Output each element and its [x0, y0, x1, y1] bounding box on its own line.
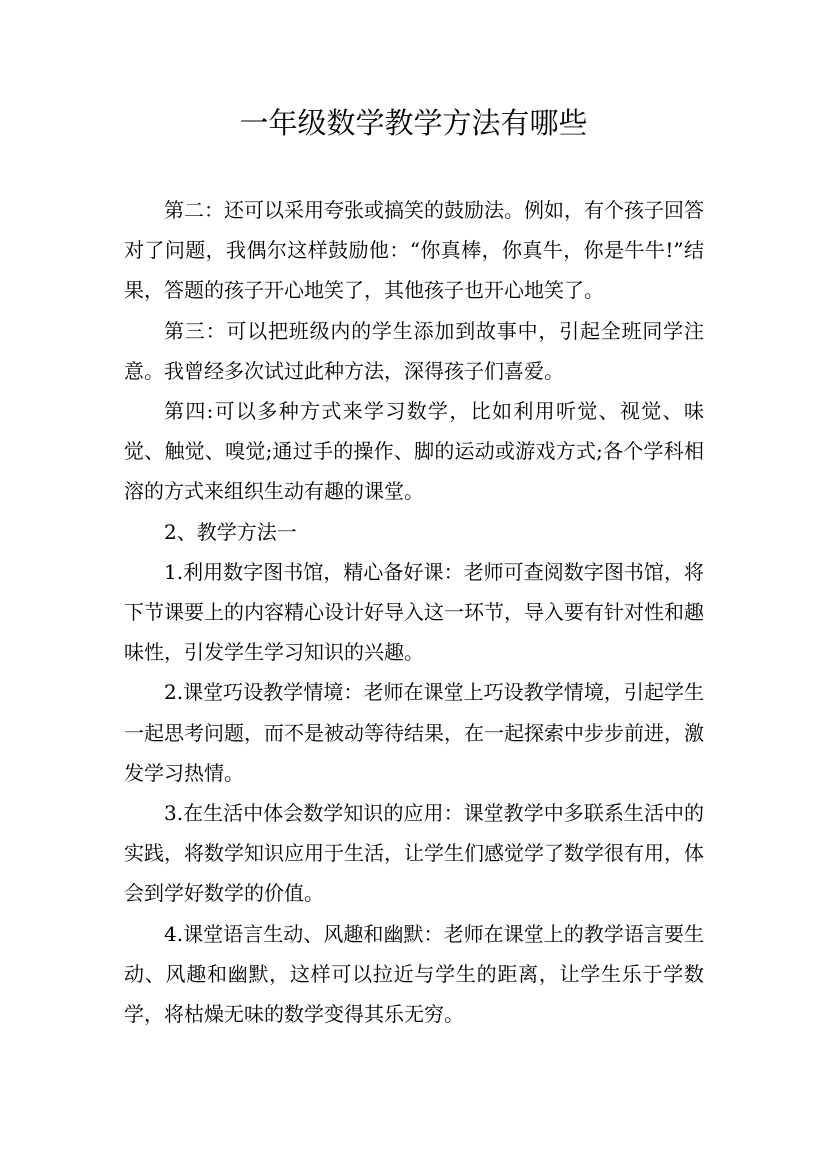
document-body: [124, 190, 704, 1034]
paragraph-digital-library: 1.利用数字图书馆，精心备好课：老师可查阅数字图书馆，将下节课要上的内容精心设计好导入这一环节，导入要有针对性和趣味性，引发学生学习知识的兴趣。: [124, 559, 704, 665]
paragraph-humorous-language: 4.课堂语言生动、风趣和幽默：老师在课堂上的教学语言要生动、风趣和幽默，这样可以拉近与学生的距离，让学生乐于学数学，将枯燥无味的数学变得其乐无穷。: [124, 921, 704, 1027]
paragraph-senses: 第四:可以多种方式来学习数学，比如利用听觉、视觉、味觉、触觉、嗅觉;通过手的操作、脚的运动或游戏方式;各个学科相溶的方式来组织生动有趣的课堂。: [124, 399, 704, 504]
paragraph-life-application: 3.在生活中体会数学知识的应用：课堂教学中多联系生活中的实践，将数学知识应用于生活，让学生们感觉学了数学很有用，体会到学好数学的价值。: [124, 801, 704, 906]
paragraph-story: 第三：可以把班级内的学生添加到故事中，引起全班同学注意。我曾经多次试过此种方法，深得孩子们喜爱。: [124, 318, 704, 383]
document-title: 一年级数学教学方法有哪些: [239, 106, 588, 140]
paragraph-encouragement: 第二：还可以采用夸张或搞笑的鼓励法。例如，有个孩子回答对了问题，我偶尔这样鼓励他：“你真棒，你真牛，你是牛牛!”结果，答题的孩子开心地笑了，其他孩子也开心地笑了。: [124, 198, 704, 303]
section-heading-method-one: 2、教学方法一: [164, 519, 297, 544]
paragraph-classroom-scenario: 2.课堂巧设教学情境：老师在课堂上巧设教学情境，引起学生一起思考问题，而不是被动等待结果，在一起探索中步步前进，激发学习热情。: [124, 680, 704, 785]
